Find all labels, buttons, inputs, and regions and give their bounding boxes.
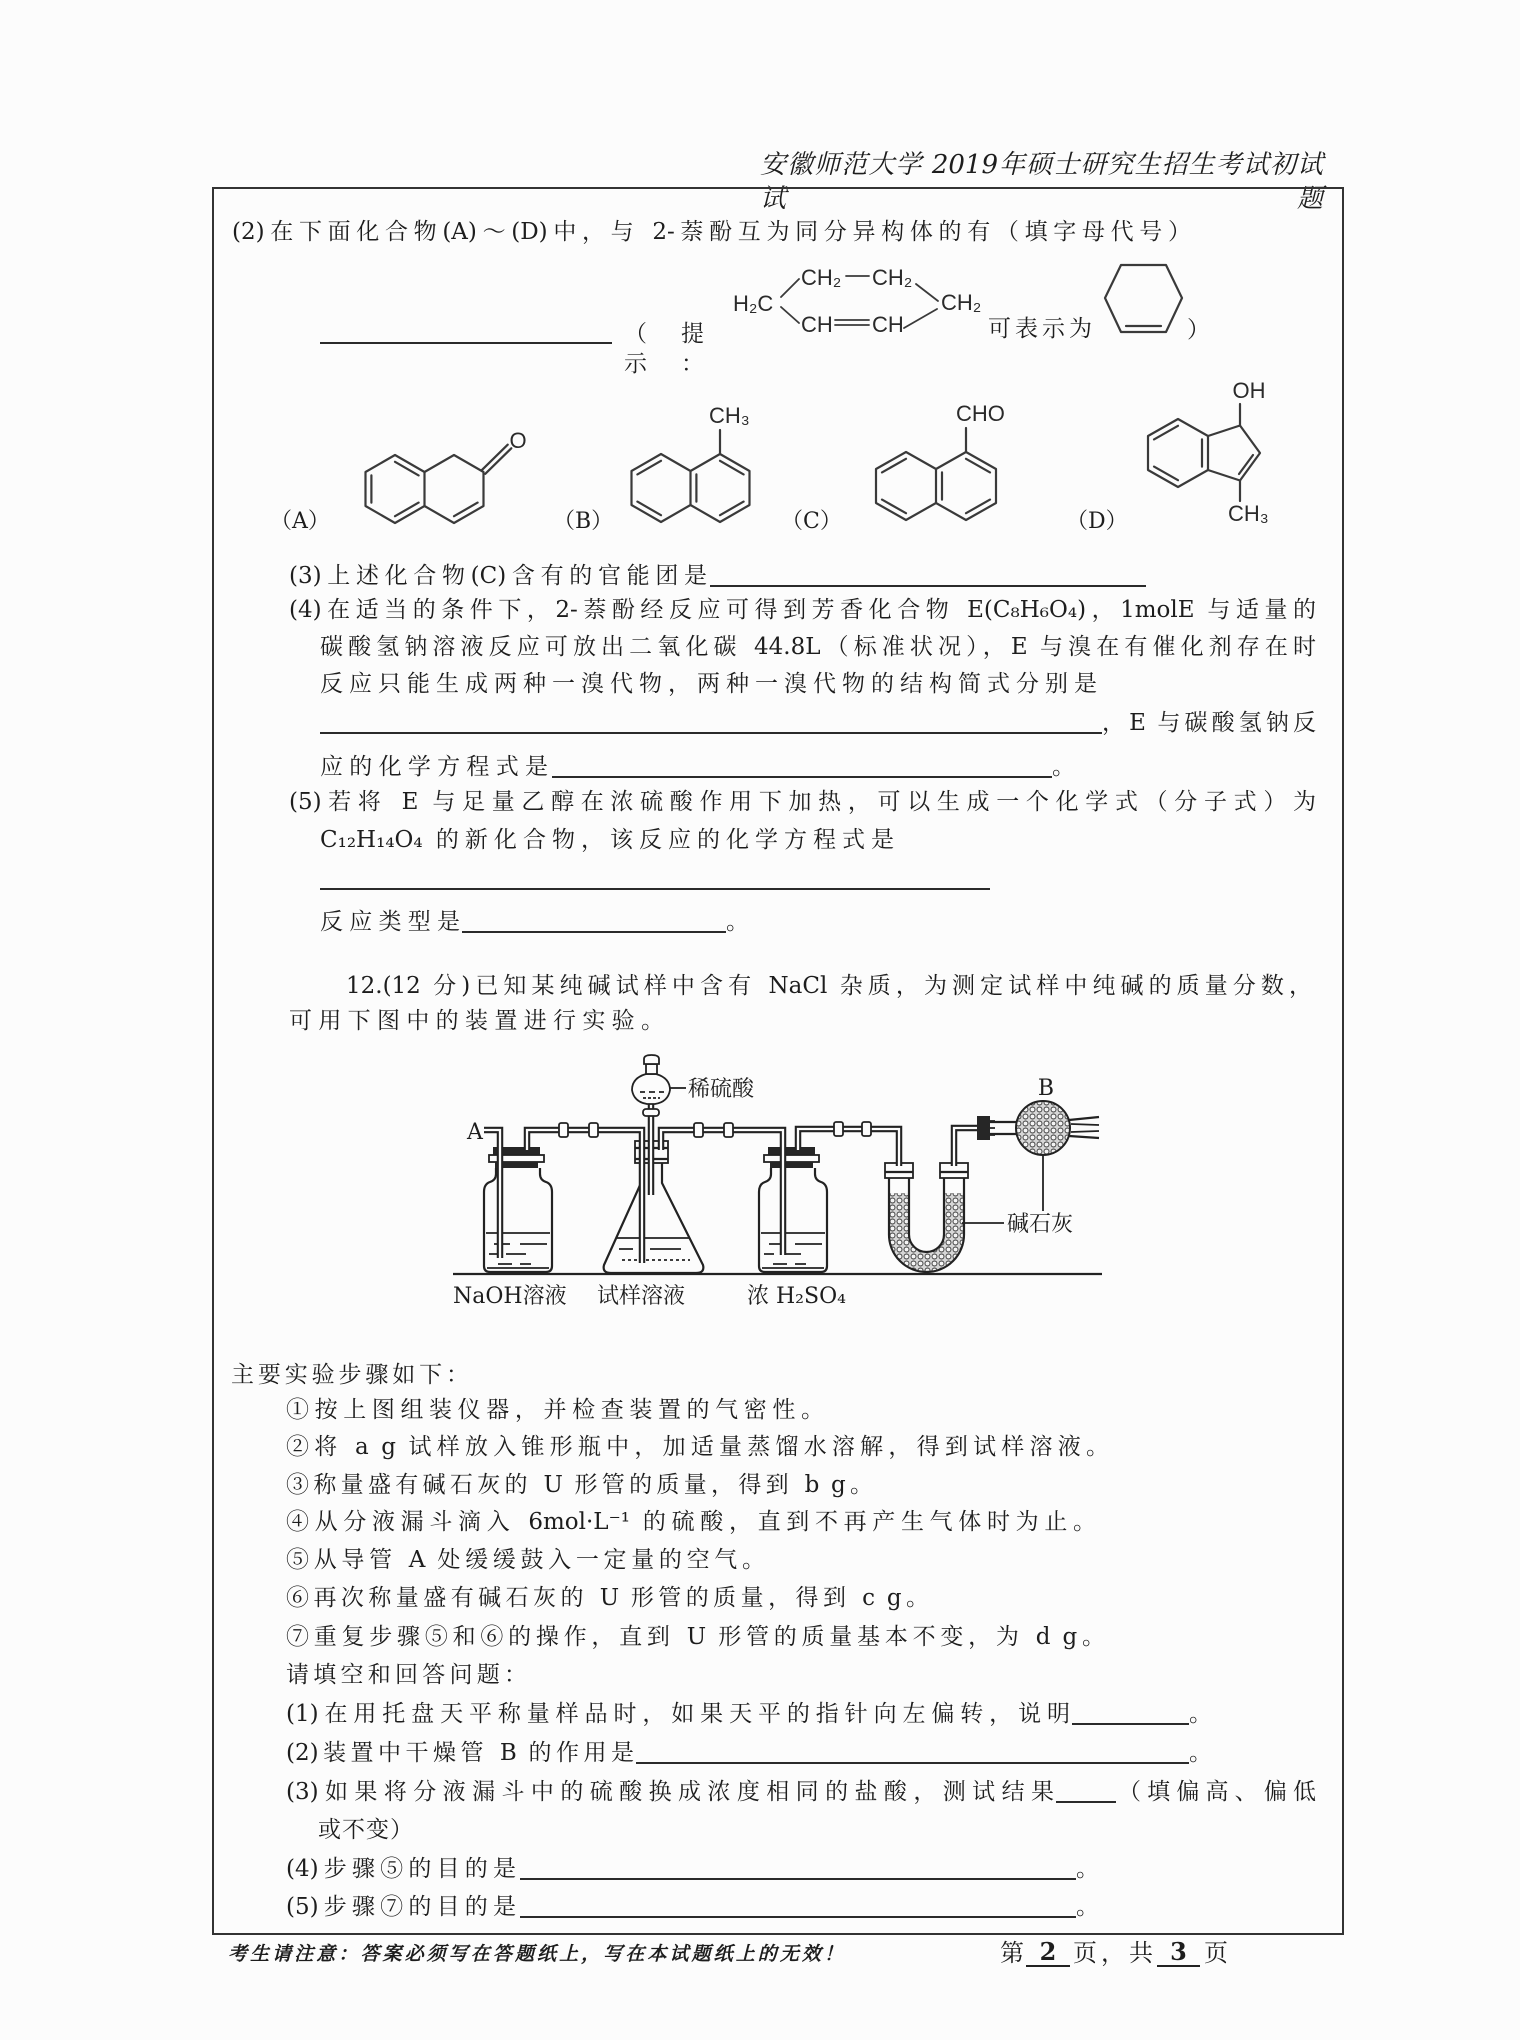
conc-sulfuric-acid-label: 浓 H₂SO₄ — [747, 1284, 846, 1309]
part2-answer-blank — [320, 320, 612, 344]
page-total: 3 — [1157, 1937, 1200, 1967]
question-1-blank — [1072, 1699, 1189, 1725]
q12-intro-1: 12.(12 分)已知某纯碱试样中含有 NaCl 杂质，为测定试样中纯碱的质量分数， — [346, 973, 1312, 999]
question-3 — [286, 1777, 1316, 1807]
carbonyl-oxygen-label: O — [509, 428, 527, 453]
reaction-type-label: 反应类型是 — [320, 909, 460, 935]
step-5 — [286, 1545, 765, 1575]
aldehyde-label: CHO — [956, 401, 1005, 426]
part4-line4 — [320, 708, 1316, 738]
part5-line2 — [320, 825, 894, 855]
footer-notice: 考生请注意：答案必须写在答题纸上，写在本试题纸上的无效！ — [228, 1943, 843, 1965]
question-5 — [286, 1892, 1099, 1922]
steps-title-line — [231, 1360, 469, 1390]
part4-bromide-blank — [320, 708, 1102, 734]
drying-tube-b-label: B — [1037, 1076, 1055, 1101]
page-prefix: 第 — [1000, 1939, 1024, 1967]
formula-ch2: CH₂ — [941, 290, 982, 315]
step-text: ⑥再次称量盛有碱石灰的 U 形管的质量，得到 c g。 — [286, 1585, 929, 1611]
period: 。 — [726, 909, 749, 935]
period: 。 — [1076, 1856, 1099, 1882]
questions-title-line — [286, 1660, 527, 1690]
q12-intro-line1 — [346, 971, 1312, 1001]
question-2-blank — [636, 1738, 1189, 1764]
question-4-blank — [520, 1854, 1076, 1880]
part4-text-4: ，E 与碳酸氢钠反 — [1102, 710, 1316, 736]
part4-text-1: (4)在适当的条件下，2-萘酚经反应可得到芳香化合物 E(C₈H₆O₄)，1molE 与适量的 — [289, 597, 1316, 623]
part4-text-5: 应的化学方程式是 — [320, 754, 548, 780]
exam-header-title: 安徽师范大学 2019年硕士研究生招生考试初试试题 — [760, 150, 1323, 214]
question-3-blank — [1056, 1777, 1116, 1803]
reaction-type-blank — [462, 907, 726, 933]
hint-mid-line — [988, 314, 1092, 344]
compound-a-label: （A） — [270, 509, 330, 534]
part5-text-1: (5)若将 E 与足量乙醇在浓硫酸作用下加热，可以生成一个化学式（分子式）为 — [289, 789, 1316, 815]
hint-open-line — [624, 319, 704, 377]
hydroxyl-label: OH — [1232, 378, 1266, 403]
q12-intro-2: 可用下图中的装置进行实验。 — [289, 1008, 664, 1034]
hint-close: ） — [1187, 317, 1210, 343]
question-5-blank — [520, 1892, 1076, 1918]
step-text: ②将 a g 试样放入锥形瓶中，加适量蒸馏水溶解，得到试样溶液。 — [286, 1434, 1109, 1460]
part3-text: (3)上述化合物(C)含有的官能团是 — [289, 563, 707, 589]
dilute-sulfuric-acid-label: 稀硫酸 — [688, 1077, 755, 1102]
questions-title: 请填空和回答问题： — [286, 1662, 527, 1688]
formula-ch: CH — [801, 312, 833, 337]
methyl-label: CH₃ — [709, 403, 750, 428]
question-1 — [286, 1699, 1212, 1729]
page-middle: 页，共 — [1073, 1939, 1153, 1967]
question-3-line2 — [318, 1815, 413, 1845]
question-text: (4)步骤⑤的目的是 — [286, 1856, 516, 1882]
step-text: ③称量盛有碱石灰的 U 形管的质量，得到 b g。 — [286, 1472, 873, 1498]
steps-title: 主要实验步骤如下： — [231, 1362, 469, 1388]
part2-prompt: (2)在下面化合物(A)～(D)中，与 2-萘酚互为同分异构体的有（填字母代号） — [232, 219, 1191, 245]
step-3 — [286, 1470, 873, 1500]
step-1 — [286, 1395, 824, 1425]
part4-text-2: 碳酸氢钠溶液反应可放出二氧化碳 44.8L（标准状况），E 与溴在有催化剂存在时 — [320, 634, 1316, 660]
period: 。 — [1189, 1740, 1212, 1766]
formula-ch2: CH₂ — [872, 265, 913, 290]
question-3-tail-2: 或不变） — [318, 1817, 413, 1843]
formula-ch2: CH₂ — [801, 265, 842, 290]
question-text: (5)步骤⑦的目的是 — [286, 1894, 516, 1920]
step-text: ⑦重复步骤⑤和⑥的操作，直到 U 形管的质量基本不变，为 d g。 — [286, 1624, 1105, 1650]
soda-lime-label: 碱石灰 — [1007, 1212, 1074, 1237]
page-number — [1000, 1937, 1228, 1969]
question-text: (1)在用托盘天平称量样品时，如果天平的指针向左偏转，说明 — [286, 1701, 1070, 1727]
part3-answer-blank — [710, 561, 1146, 587]
question-text: (2)装置中干燥管 B 的作用是 — [286, 1740, 634, 1766]
period: 。 — [1189, 1701, 1212, 1727]
part4-line5 — [320, 752, 1075, 782]
part5-text-2: C₁₂H₁₄O₄ 的新化合物，该反应的化学方程式是 — [320, 827, 894, 853]
question-text: (3)如果将分液漏斗中的硫酸换成浓度相同的盐酸，测试结果 — [286, 1779, 1054, 1805]
part4-text-3: 反应只能生成两种一溴代物，两种一溴代物的结构简式分别是 — [320, 671, 1097, 697]
compound-c-label: （C） — [781, 509, 842, 534]
step-text: ①按上图组装仪器，并检查装置的气密性。 — [286, 1397, 824, 1423]
step-7 — [286, 1622, 1105, 1652]
part4-line1 — [289, 595, 1316, 625]
step-2 — [286, 1432, 1109, 1462]
question-2 — [286, 1738, 1212, 1768]
step-text: ④从分液漏斗滴入 6mol·L⁻¹ 的硫酸，直到不再产生气体时为止。 — [286, 1509, 1096, 1535]
step-text: ⑤从导管 A 处缓缓鼓入一定量的空气。 — [286, 1547, 765, 1573]
hint-open: （提示： — [624, 321, 704, 377]
methyl-label: CH₃ — [1228, 501, 1269, 526]
formula-h2c: H₂C — [733, 291, 774, 316]
part4-equation-blank — [552, 752, 1052, 778]
part3-line — [289, 561, 1146, 591]
part4-line2 — [320, 632, 1316, 662]
q12-intro-line2 — [289, 1006, 664, 1036]
part5-line4 — [320, 907, 749, 937]
question-3-tail: （填偏高、偏低 — [1118, 1779, 1316, 1805]
part2-prompt-line — [232, 217, 1191, 247]
compound-b-label: （B） — [553, 509, 614, 534]
part5-equation-blank — [320, 866, 990, 890]
part4-line3 — [320, 669, 1097, 699]
period: 。 — [1076, 1894, 1099, 1920]
period: 。 — [1052, 754, 1075, 780]
hint-close-line — [1187, 315, 1210, 345]
sample-solution-label: 试样溶液 — [597, 1284, 686, 1309]
compound-d-label: （D） — [1066, 509, 1128, 534]
page-suffix: 页 — [1204, 1939, 1228, 1967]
hint-mid: 可表示为 — [988, 316, 1092, 342]
question-4 — [286, 1854, 1099, 1884]
formula-ch: CH — [872, 312, 904, 337]
page-current: 2 — [1026, 1937, 1070, 1967]
inlet-a-label: A — [467, 1120, 483, 1145]
naoh-solution-label: NaOH溶液 — [453, 1284, 567, 1309]
step-6 — [286, 1583, 929, 1613]
part5-line1 — [289, 787, 1316, 817]
step-4 — [286, 1507, 1096, 1537]
